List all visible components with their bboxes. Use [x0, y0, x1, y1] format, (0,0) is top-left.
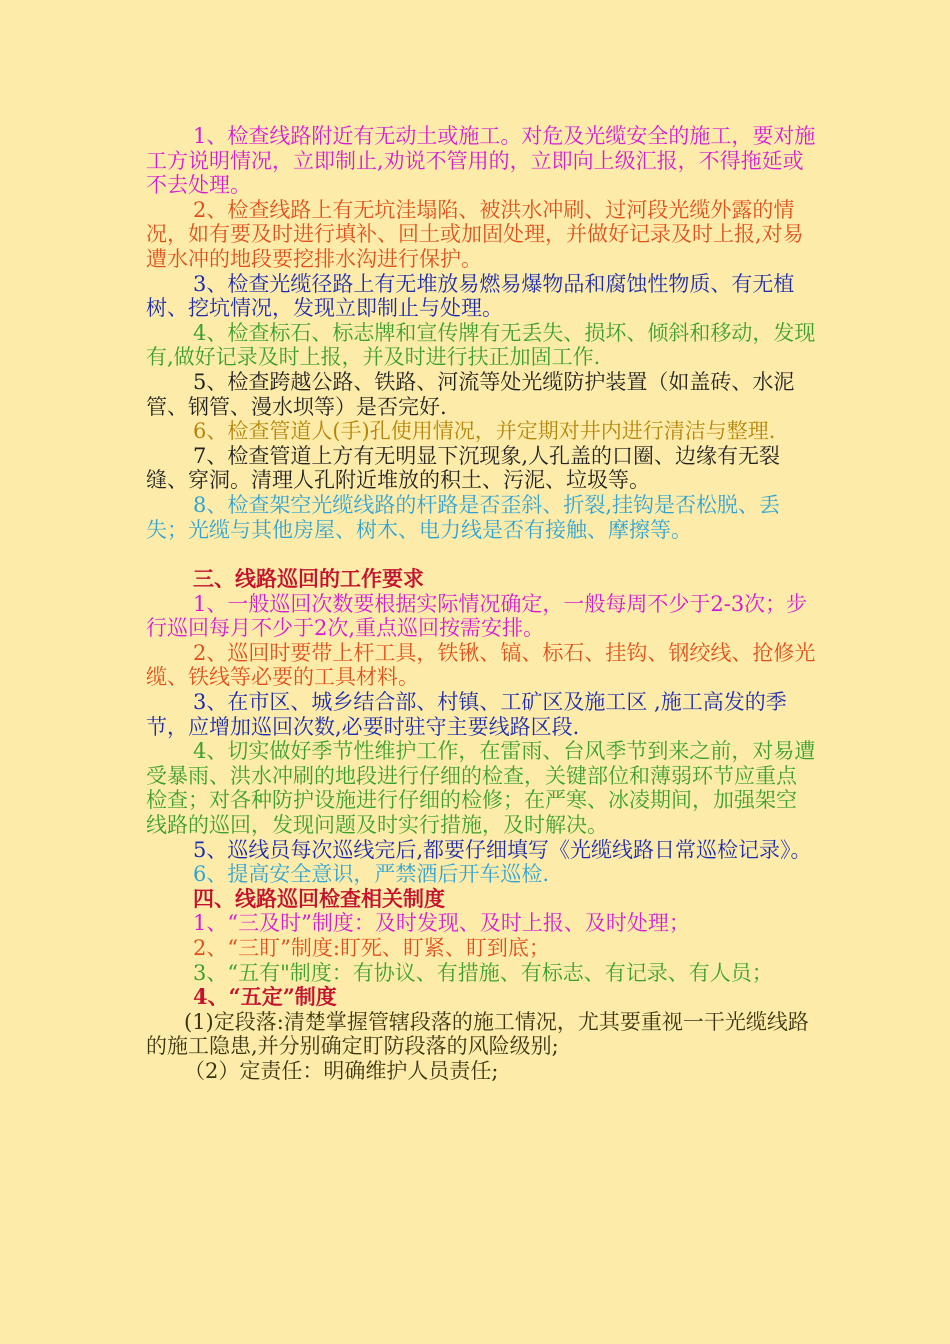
section-4-heading: 四、线路巡回检查相关制度: [193, 885, 445, 911]
check-item-3: 3、检查光缆径路上有无堆放易燃易爆物品和腐蚀性物质、有无植树、挖坑情况，发现立即制止与处理。: [146, 271, 795, 321]
check-item-8: 8、检查架空光缆线路的杆路是否歪斜、折裂,挂钩是否松脱、丢失；光缆与其他房屋、树木、电力线是否有接触、摩擦等。: [146, 492, 781, 542]
rule-item-2: 2、“三盯”制度:盯死、盯紧、盯到底；: [193, 936, 550, 960]
patrol-req-item-1: 1、一般巡回次数要根据实际情况确定，一般每周不少于2-3次；步行巡回每月不少于2次,重点巡回按需安排。: [146, 591, 808, 641]
check-item-6: 6、检查管道人(手)孔使用情况，并定期对井内进行清洁与整理.: [193, 419, 776, 444]
five-fix-item-2: （2）定责任：明确维护人员责任;: [184, 1058, 499, 1083]
check-item-2: 2、检查线路上有无坑洼塌陷、被洪水冲刷、过河段光缆外露的情况，如有要及时进行填补、回土或加固处理，并做好记录及时上报,对易遭水冲的地段要挖排水沟进行保护。: [146, 197, 804, 271]
rule-item-3: 3、“五有"制度：有协议、有措施、有标志、有记录、有人员；: [193, 960, 773, 985]
patrol-req-item-6: 6、提高安全意识，严禁酒后开车巡检.: [193, 862, 550, 887]
rule-item-1: 1、“三及时”制度：及时发现、及时上报、及时处理；: [193, 911, 690, 936]
section-spacer: [146, 542, 816, 567]
section-3-heading: 三、线路巡回的工作要求: [193, 566, 424, 592]
document-body: [146, 124, 816, 1084]
five-fix-item-1: (1)定段落:清楚掌握管辖段落的施工情况，尤其要重视一干光缆线路的施工隐患,并分别确定盯防段落的风险级别;: [146, 1009, 809, 1059]
patrol-req-item-3: 3、在市区、城乡结合部、村镇、工矿区及施工区 ,施工高发的季节，应增加巡回次数,必要时驻守主要线路区段.: [146, 690, 787, 739]
patrol-req-item-5: 5、巡线员每次巡线完后,都要仔细填写《光缆线路日常巡检记录》。: [193, 837, 812, 862]
check-item-5: 5、检查跨越公路、铁路、河流等处光缆防护装置（如盖砖、水泥管、钢管、漫水坝等）是否完好.: [146, 369, 795, 419]
check-item-1: 1、检查线路附近有无动土或施工。对危及光缆安全的施工，要对施工方说明情况，立即制止,劝说不管用的，立即向上级汇报，不得拖延或不去处理。: [146, 124, 816, 198]
five-fix-heading: 4、“五定”制度: [193, 984, 337, 1010]
patrol-req-item-2: 2、巡回时要带上杆工具，铁锹、镐、标石、挂钩、钢绞线、抢修光缆、铁线等必要的工具材料。: [146, 640, 816, 690]
check-item-4: 4、检查标石、标志牌和宣传牌有无丢失、损坏、倾斜和移动，发现有,做好记录及时上报，并及时进行扶正加固工作.: [146, 320, 816, 370]
check-item-7: 7、检查管道上方有无明显下沉现象,人孔盖的口圈、边缘有无裂缝、穿洞。清理人孔附近堆放的积土、污泥、垃圾等。: [146, 443, 781, 493]
patrol-req-item-4: 4、切实做好季节性维护工作，在雷雨、台风季节到来之前，对易遭受暴雨、洪水冲刷的地段进行仔细的检查，关键部位和薄弱环节应重点检查；对各种防护设施进行仔细的检修；在严寒、冰凌期间，加强架空线路的巡回，发现问题及时实行措施，及时解决。: [146, 739, 816, 838]
